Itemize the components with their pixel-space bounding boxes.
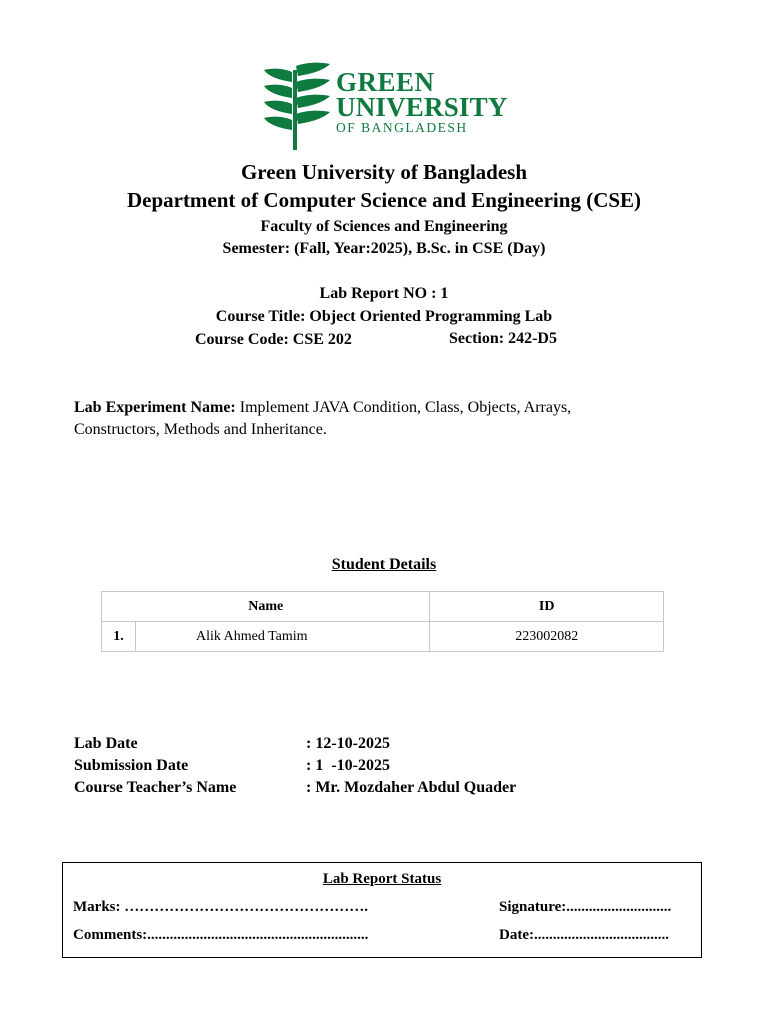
teacher-name-value: : Mr. Mozdaher Abdul Quader [306,779,517,796]
lab-date-label: Lab Date [74,735,138,752]
experiment-text-line2: Constructors, Methods and Inheritance. [74,421,327,438]
lab-report-number: Lab Report NO : 1 [319,285,449,302]
logo-line-university: UNIVERSITY [336,92,508,122]
section: Section: 242-D5 [449,330,557,347]
university-name: Green University of Bangladesh [240,160,528,184]
course-code: Course Code: CSE 202 [195,331,352,348]
logo-line-bangladesh: OF BANGLADESH [336,120,468,135]
lab-date-value: : 12-10-2025 [306,735,390,752]
comments-field: Comments:........................................................... [73,927,369,943]
experiment-text-line1: Implement JAVA Condition, Class, Objects, Arrays, [235,399,572,416]
logo-line-green: GREEN [336,67,435,97]
marks-field: Marks: …………………………………………. [73,899,368,915]
logo-wordmark [336,67,508,136]
student-details-title: Student Details [331,556,437,573]
name-header: Name [102,592,430,622]
department-name: Department of Computer Science and Engineering (CSE) [126,188,642,212]
student-table [101,591,664,652]
student-name: Alik Ahmed Tamim [136,622,430,652]
submission-date-label: Submission Date [74,757,189,774]
status-title: Lab Report Status [322,871,442,887]
leaf-logo-icon [262,62,334,152]
row-index: 1. [102,622,136,652]
id-header: ID [430,592,664,622]
course-title: Course Title: Object Oriented Programming Lab [215,308,553,325]
table-row [102,622,664,652]
teacher-name-label: Course Teacher’s Name [74,779,237,796]
experiment-name [74,399,694,417]
student-id: 223002082 [430,622,664,652]
lab-report-status-box [62,862,702,958]
university-logo [262,62,512,154]
experiment-label: Lab Experiment Name: [74,399,236,416]
table-header-row [102,592,664,622]
date-field: Date:.................................... [499,927,669,943]
semester-info: Semester: (Fall, Year:2025), B.Sc. in CSE (Day) [222,240,546,257]
submission-date-value: : 1 -10-2025 [306,757,390,774]
faculty-name: Faculty of Sciences and Engineering [260,218,508,235]
signature-field: Signature:............................ [499,899,672,915]
